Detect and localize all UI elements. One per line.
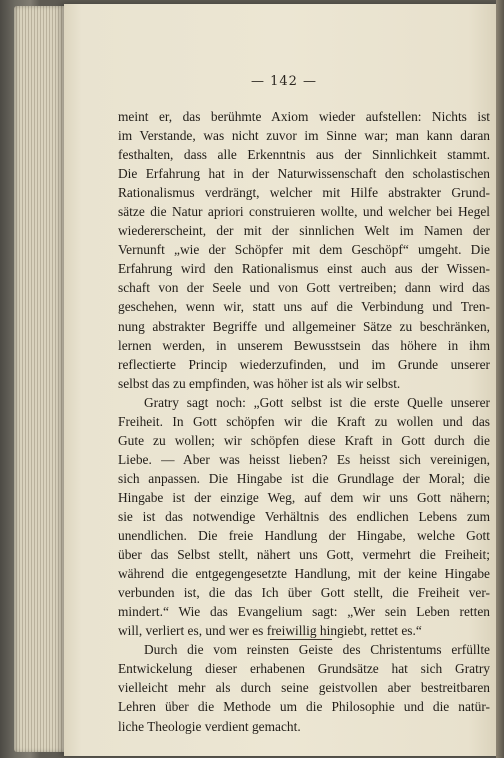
text-line: Entwickelung dieser erhabenen Grundsätze hat sich Gratry xyxy=(118,661,490,677)
text-line: will, verliert es, und wer es freiwillig hingiebt, rettet es.“ xyxy=(118,623,422,639)
text-line: Gute zu wollen; wir schöpfen diese Kraft in Gott durch die xyxy=(118,432,490,448)
text-line: über das Selbst stellt, nähert uns Gott, vermehrt die Freiheit; xyxy=(118,547,490,563)
text-line: wiedererscheint, der mit der sinnlichen Welt im Namen der xyxy=(118,223,490,239)
text-line: reflectierte Princip wiederzufinden, und im Grunde unserer xyxy=(118,356,490,372)
text-line: Vernunft „wie der Schöpfer mit dem Geschöpf“ umgeht. Die xyxy=(118,242,490,258)
text-line: sie ist das notwendige Verhältnis des endlichen Lebens zum xyxy=(118,508,490,524)
text-line: während die entgegengesetzte Handlung, mit der keine Hingabe xyxy=(118,566,490,582)
text-line: unendlichen. Die freie Handlung der Hingabe, welche Gott xyxy=(118,528,490,544)
book-page xyxy=(64,4,504,756)
text-line: Liebe. — Aber was heisst lieben? Es heisst sich vereinigen, xyxy=(118,451,490,467)
text-line: Erfahrung wird den Rationalismus einst auch aus der Wissen- xyxy=(118,261,490,277)
text-line: Hingabe ist der einzige Weg, auf dem wir uns Gott nähern; xyxy=(118,489,490,505)
text-line: Freiheit. In Gott schöpfen wir die Kraft zu wollen und das xyxy=(118,413,490,429)
page-number-header: — 142 — xyxy=(250,74,318,89)
text-line: schaft von der Seele und von Gott vertreiben; dann wird das xyxy=(118,280,490,296)
text-line: Gratry sagt noch: „Gott selbst ist die erste Quelle unserer xyxy=(144,394,490,410)
text-line: sich anpassen. Die Hingabe ist die Grundlage der Moral; die xyxy=(118,470,490,486)
text-line: Rationalismus verdrängt, welcher mit Hilfe abstrakter Grund- xyxy=(118,185,490,201)
text-line: Durch die vom reinsten Geiste des Christentums erfüllte xyxy=(144,642,490,658)
text-line: festhalten, dass alle Erkenntnis aus der Sinnlichkeit stammt. xyxy=(118,147,490,163)
text-line: Die Erfahrung hat in der Naturwissenschaft den scholastischen xyxy=(118,166,490,182)
text-line: mindert.“ Wie das Evangelium sagt: „Wer sein Leben retten xyxy=(118,604,490,620)
text-line: vielleicht mehr als durch seine geistvollen aber bestreitbaren xyxy=(118,680,490,696)
section-divider xyxy=(270,639,332,640)
text-line: meint er, das berühmte Axiom wieder aufstellen: Nichts ist xyxy=(118,109,490,124)
text-line: sätze die Natur apriori construieren wollte, und welcher bei Hegel xyxy=(118,204,490,220)
body-text xyxy=(118,107,490,736)
text-line: selbst das zu empfinden, was höher ist als wir selbst. xyxy=(118,375,401,391)
text-line: geschehen, wenn wir, statt uns auf die Verbindung und Tren- xyxy=(118,299,490,315)
text-line: verbunden ist, die das Ich über Gott stellt, die Freiheit ver- xyxy=(118,585,490,601)
text-line: im Verstande, was nicht zuvor im Sinne war; man kann daran xyxy=(118,128,490,144)
text-line: liche Theologie verdient gemacht. xyxy=(118,718,301,734)
text-line: nung abstrakter Begriffe und allgemeiner Sätze zu beschränken, xyxy=(118,318,490,334)
binding-edge xyxy=(496,0,504,758)
text-line: Lehren über die Methode um die Philosophie und die natür- xyxy=(118,699,490,715)
text-line: lernen werden, in unserem Bewusstsein das höhere in ihm xyxy=(118,337,490,353)
